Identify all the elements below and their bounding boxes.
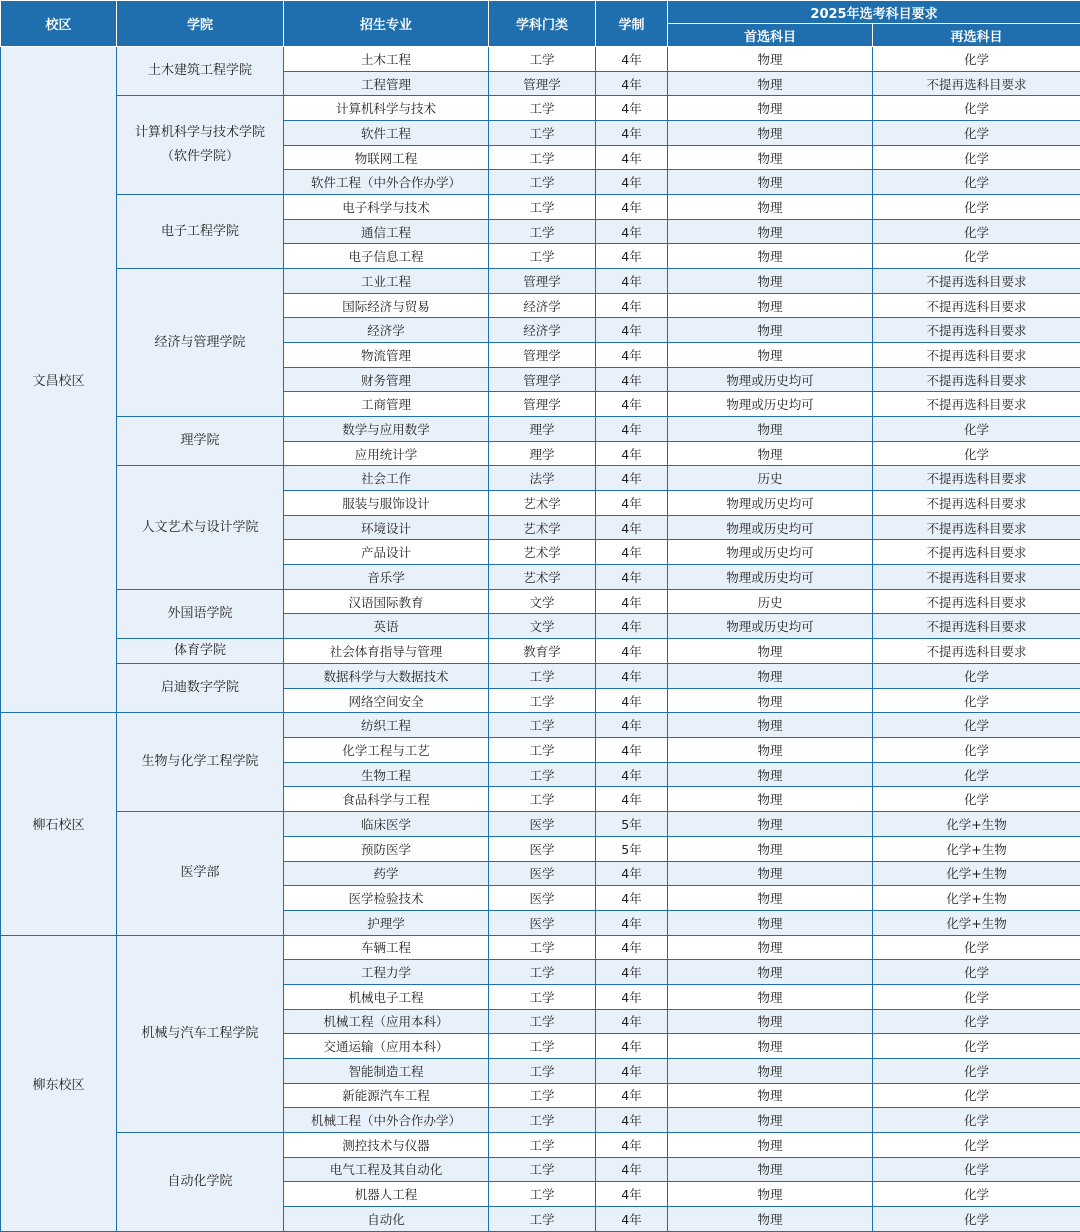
first-subject-cell: 物理	[668, 219, 873, 244]
college-cell: 计算机科学与技术学院 （软件学院）	[117, 96, 284, 195]
duration-cell: 4年	[596, 244, 668, 269]
first-subject-cell: 物理	[668, 1009, 873, 1034]
first-subject-cell: 物理	[668, 1182, 873, 1207]
college-cell: 理学院	[117, 417, 284, 466]
major-cell: 通信工程	[284, 219, 489, 244]
duration-cell: 4年	[596, 1058, 668, 1083]
college-cell: 经济与管理学院	[117, 269, 284, 417]
category-cell: 工学	[489, 195, 596, 220]
duration-cell: 4年	[596, 738, 668, 763]
major-cell: 经济学	[284, 318, 489, 343]
header-campus: 校区	[1, 1, 117, 47]
duration-cell: 4年	[596, 639, 668, 664]
duration-cell: 4年	[596, 1157, 668, 1182]
duration-cell: 4年	[596, 1009, 668, 1034]
second-subject-cell: 不提再选科目要求	[873, 491, 1080, 516]
category-cell: 教育学	[489, 639, 596, 664]
major-cell: 食品科学与工程	[284, 787, 489, 812]
first-subject-cell: 物理	[668, 886, 873, 911]
first-subject-cell: 历史	[668, 589, 873, 614]
first-subject-cell: 物理	[668, 738, 873, 763]
second-subject-cell: 不提再选科目要求	[873, 269, 1080, 294]
duration-cell: 4年	[596, 466, 668, 491]
first-subject-cell: 物理	[668, 441, 873, 466]
major-cell: 环境设计	[284, 515, 489, 540]
category-cell: 工学	[489, 121, 596, 146]
major-cell: 社会工作	[284, 466, 489, 491]
header-duration: 学制	[596, 1, 668, 47]
duration-cell: 4年	[596, 417, 668, 442]
major-cell: 电子科学与技术	[284, 195, 489, 220]
duration-cell: 4年	[596, 540, 668, 565]
category-cell: 工学	[489, 1009, 596, 1034]
table-header	[1, 1, 1080, 47]
major-cell: 医学检验技术	[284, 886, 489, 911]
college-cell: 电子工程学院	[117, 195, 284, 269]
duration-cell: 4年	[596, 787, 668, 812]
first-subject-cell: 物理	[668, 1108, 873, 1133]
major-cell: 数学与应用数学	[284, 417, 489, 442]
duration-cell: 4年	[596, 96, 668, 121]
header-college: 学院	[117, 1, 284, 47]
major-cell: 音乐学	[284, 565, 489, 590]
second-subject-cell: 化学	[873, 441, 1080, 466]
category-cell: 经济学	[489, 318, 596, 343]
second-subject-cell: 化学	[873, 738, 1080, 763]
first-subject-cell: 物理	[668, 170, 873, 195]
first-subject-cell: 物理	[668, 910, 873, 935]
second-subject-cell: 化学	[873, 1157, 1080, 1182]
category-cell: 工学	[489, 1108, 596, 1133]
duration-cell: 4年	[596, 614, 668, 639]
duration-cell: 4年	[596, 664, 668, 689]
first-subject-cell: 物理	[668, 1206, 873, 1231]
second-subject-cell: 不提再选科目要求	[873, 293, 1080, 318]
second-subject-cell: 化学	[873, 960, 1080, 985]
major-cell: 物流管理	[284, 343, 489, 368]
category-cell: 工学	[489, 1157, 596, 1182]
category-cell: 工学	[489, 738, 596, 763]
major-cell: 交通运输（应用本科）	[284, 1034, 489, 1059]
duration-cell: 4年	[596, 910, 668, 935]
second-subject-cell: 化学	[873, 219, 1080, 244]
category-cell: 医学	[489, 812, 596, 837]
second-subject-cell: 化学+生物	[873, 812, 1080, 837]
major-cell: 测控技术与仪器	[284, 1132, 489, 1157]
category-cell: 工学	[489, 1083, 596, 1108]
second-subject-cell: 化学	[873, 1108, 1080, 1133]
major-cell: 生物工程	[284, 762, 489, 787]
duration-cell: 4年	[596, 269, 668, 294]
major-cell: 机械工程（中外合作办学）	[284, 1108, 489, 1133]
first-subject-cell: 物理	[668, 1132, 873, 1157]
second-subject-cell: 化学	[873, 417, 1080, 442]
second-subject-cell: 不提再选科目要求	[873, 515, 1080, 540]
table-row	[1, 664, 1080, 689]
category-cell: 管理学	[489, 367, 596, 392]
major-cell: 软件工程（中外合作办学）	[284, 170, 489, 195]
category-cell: 艺术学	[489, 540, 596, 565]
duration-cell: 4年	[596, 1206, 668, 1231]
major-cell: 英语	[284, 614, 489, 639]
college-cell: 土木建筑工程学院	[117, 47, 284, 96]
major-cell: 机械电子工程	[284, 984, 489, 1009]
table-row	[1, 195, 1080, 220]
category-cell: 管理学	[489, 343, 596, 368]
duration-cell: 4年	[596, 343, 668, 368]
category-cell: 经济学	[489, 293, 596, 318]
first-subject-cell: 物理或历史均可	[668, 565, 873, 590]
major-cell: 工程管理	[284, 71, 489, 96]
major-cell: 工商管理	[284, 392, 489, 417]
major-cell: 自动化	[284, 1206, 489, 1231]
duration-cell: 4年	[596, 688, 668, 713]
major-cell: 数据科学与大数据技术	[284, 664, 489, 689]
major-cell: 机械工程（应用本科）	[284, 1009, 489, 1034]
second-subject-cell: 化学	[873, 244, 1080, 269]
second-subject-cell: 不提再选科目要求	[873, 565, 1080, 590]
second-subject-cell: 化学	[873, 935, 1080, 960]
duration-cell: 4年	[596, 392, 668, 417]
category-cell: 工学	[489, 219, 596, 244]
table-row	[1, 639, 1080, 664]
category-cell: 文学	[489, 614, 596, 639]
college-cell: 自动化学院	[117, 1132, 284, 1231]
major-cell: 应用统计学	[284, 441, 489, 466]
major-cell: 预防医学	[284, 836, 489, 861]
college-cell: 体育学院	[117, 639, 284, 664]
first-subject-cell: 物理	[668, 688, 873, 713]
second-subject-cell: 化学	[873, 170, 1080, 195]
second-subject-cell: 化学	[873, 96, 1080, 121]
duration-cell: 4年	[596, 861, 668, 886]
major-cell: 产品设计	[284, 540, 489, 565]
first-subject-cell: 物理	[668, 1157, 873, 1182]
first-subject-cell: 物理	[668, 664, 873, 689]
first-subject-cell: 物理	[668, 47, 873, 72]
duration-cell: 5年	[596, 836, 668, 861]
category-cell: 工学	[489, 244, 596, 269]
major-cell: 服装与服饰设计	[284, 491, 489, 516]
duration-cell: 4年	[596, 367, 668, 392]
duration-cell: 4年	[596, 515, 668, 540]
college-cell: 医学部	[117, 812, 284, 935]
category-cell: 理学	[489, 417, 596, 442]
category-cell: 工学	[489, 1034, 596, 1059]
major-cell: 物联网工程	[284, 145, 489, 170]
second-subject-cell: 化学+生物	[873, 861, 1080, 886]
first-subject-cell: 物理	[668, 244, 873, 269]
first-subject-cell: 物理	[668, 1034, 873, 1059]
category-cell: 工学	[489, 1206, 596, 1231]
second-subject-cell: 化学	[873, 1206, 1080, 1231]
category-cell: 文学	[489, 589, 596, 614]
category-cell: 工学	[489, 935, 596, 960]
table-row	[1, 1132, 1080, 1157]
second-subject-cell: 化学	[873, 1132, 1080, 1157]
major-cell: 汉语国际教育	[284, 589, 489, 614]
second-subject-cell: 化学	[873, 145, 1080, 170]
duration-cell: 4年	[596, 565, 668, 590]
table-row	[1, 466, 1080, 491]
second-subject-cell: 化学	[873, 47, 1080, 72]
category-cell: 医学	[489, 910, 596, 935]
first-subject-cell: 物理	[668, 343, 873, 368]
category-cell: 工学	[489, 1182, 596, 1207]
category-cell: 工学	[489, 713, 596, 738]
category-cell: 工学	[489, 787, 596, 812]
second-subject-cell: 化学	[873, 1182, 1080, 1207]
first-subject-cell: 物理	[668, 195, 873, 220]
second-subject-cell: 化学	[873, 713, 1080, 738]
first-subject-cell: 物理	[668, 960, 873, 985]
college-cell: 人文艺术与设计学院	[117, 466, 284, 589]
major-cell: 护理学	[284, 910, 489, 935]
second-subject-cell: 不提再选科目要求	[873, 367, 1080, 392]
table-row	[1, 417, 1080, 442]
second-subject-cell: 不提再选科目要求	[873, 318, 1080, 343]
header-second-subject: 再选科目	[873, 24, 1080, 47]
college-cell: 启迪数字学院	[117, 664, 284, 713]
first-subject-cell: 物理或历史均可	[668, 540, 873, 565]
duration-cell: 4年	[596, 441, 668, 466]
table-row	[1, 47, 1080, 72]
second-subject-cell: 化学	[873, 1083, 1080, 1108]
second-subject-cell: 化学+生物	[873, 836, 1080, 861]
category-cell: 工学	[489, 960, 596, 985]
category-cell: 管理学	[489, 71, 596, 96]
first-subject-cell: 物理	[668, 787, 873, 812]
duration-cell: 4年	[596, 762, 668, 787]
category-cell: 理学	[489, 441, 596, 466]
first-subject-cell: 物理或历史均可	[668, 367, 873, 392]
table-row	[1, 812, 1080, 837]
major-cell: 社会体育指导与管理	[284, 639, 489, 664]
table-row	[1, 269, 1080, 294]
duration-cell: 4年	[596, 170, 668, 195]
category-cell: 工学	[489, 688, 596, 713]
first-subject-cell: 物理	[668, 293, 873, 318]
duration-cell: 4年	[596, 713, 668, 738]
second-subject-cell: 化学	[873, 1034, 1080, 1059]
first-subject-cell: 物理或历史均可	[668, 491, 873, 516]
duration-cell: 4年	[596, 886, 668, 911]
first-subject-cell: 物理	[668, 861, 873, 886]
second-subject-cell: 不提再选科目要求	[873, 392, 1080, 417]
duration-cell: 4年	[596, 195, 668, 220]
table-row	[1, 96, 1080, 121]
major-cell: 网络空间安全	[284, 688, 489, 713]
first-subject-cell: 物理或历史均可	[668, 614, 873, 639]
campus-cell: 文昌校区	[1, 47, 117, 713]
second-subject-cell: 化学	[873, 1009, 1080, 1034]
first-subject-cell: 物理	[668, 96, 873, 121]
category-cell: 医学	[489, 861, 596, 886]
category-cell: 医学	[489, 836, 596, 861]
category-cell: 工学	[489, 1058, 596, 1083]
first-subject-cell: 物理	[668, 935, 873, 960]
duration-cell: 4年	[596, 1034, 668, 1059]
category-cell: 工学	[489, 984, 596, 1009]
duration-cell: 4年	[596, 1182, 668, 1207]
table-row	[1, 935, 1080, 960]
major-cell: 国际经济与贸易	[284, 293, 489, 318]
first-subject-cell: 物理	[668, 984, 873, 1009]
category-cell: 艺术学	[489, 491, 596, 516]
first-subject-cell: 物理	[668, 762, 873, 787]
category-cell: 工学	[489, 170, 596, 195]
duration-cell: 4年	[596, 1083, 668, 1108]
major-cell: 机器人工程	[284, 1182, 489, 1207]
category-cell: 管理学	[489, 392, 596, 417]
major-cell: 纺织工程	[284, 713, 489, 738]
first-subject-cell: 物理	[668, 836, 873, 861]
first-subject-cell: 物理或历史均可	[668, 392, 873, 417]
first-subject-cell: 物理	[668, 318, 873, 343]
duration-cell: 4年	[596, 589, 668, 614]
duration-cell: 4年	[596, 121, 668, 146]
second-subject-cell: 不提再选科目要求	[873, 71, 1080, 96]
college-cell: 生物与化学工程学院	[117, 713, 284, 812]
duration-cell: 4年	[596, 71, 668, 96]
second-subject-cell: 不提再选科目要求	[873, 614, 1080, 639]
second-subject-cell: 化学	[873, 121, 1080, 146]
duration-cell: 4年	[596, 219, 668, 244]
duration-cell: 4年	[596, 960, 668, 985]
second-subject-cell: 化学	[873, 984, 1080, 1009]
first-subject-cell: 物理	[668, 145, 873, 170]
category-cell: 工学	[489, 1132, 596, 1157]
category-cell: 法学	[489, 466, 596, 491]
major-cell: 土木工程	[284, 47, 489, 72]
major-cell: 电子信息工程	[284, 244, 489, 269]
second-subject-cell: 不提再选科目要求	[873, 540, 1080, 565]
major-cell: 新能源汽车工程	[284, 1083, 489, 1108]
second-subject-cell: 化学	[873, 762, 1080, 787]
campus-cell: 柳东校区	[1, 935, 117, 1231]
major-cell: 软件工程	[284, 121, 489, 146]
duration-cell: 4年	[596, 293, 668, 318]
first-subject-cell: 物理或历史均可	[668, 515, 873, 540]
first-subject-cell: 物理	[668, 1058, 873, 1083]
category-cell: 工学	[489, 47, 596, 72]
table-row	[1, 713, 1080, 738]
second-subject-cell: 不提再选科目要求	[873, 343, 1080, 368]
duration-cell: 4年	[596, 1108, 668, 1133]
first-subject-cell: 物理	[668, 417, 873, 442]
category-cell: 工学	[489, 145, 596, 170]
header-first-subject: 首选科目	[668, 24, 873, 47]
college-cell: 机械与汽车工程学院	[117, 935, 284, 1132]
duration-cell: 4年	[596, 935, 668, 960]
major-cell: 车辆工程	[284, 935, 489, 960]
table-body	[1, 47, 1080, 1232]
header-major: 招生专业	[284, 1, 489, 47]
major-cell: 化学工程与工艺	[284, 738, 489, 763]
second-subject-cell: 化学	[873, 1058, 1080, 1083]
second-subject-cell: 化学	[873, 195, 1080, 220]
second-subject-cell: 化学	[873, 787, 1080, 812]
duration-cell: 4年	[596, 318, 668, 343]
college-cell: 外国语学院	[117, 589, 284, 638]
campus-cell: 柳石校区	[1, 713, 117, 935]
major-cell: 工业工程	[284, 269, 489, 294]
duration-cell: 4年	[596, 1132, 668, 1157]
second-subject-cell: 化学	[873, 688, 1080, 713]
duration-cell: 4年	[596, 47, 668, 72]
major-cell: 财务管理	[284, 367, 489, 392]
major-cell: 计算机科学与技术	[284, 96, 489, 121]
first-subject-cell: 物理	[668, 639, 873, 664]
category-cell: 艺术学	[489, 565, 596, 590]
first-subject-cell: 物理	[668, 269, 873, 294]
second-subject-cell: 化学	[873, 664, 1080, 689]
category-cell: 工学	[489, 762, 596, 787]
first-subject-cell: 物理	[668, 1083, 873, 1108]
major-cell: 临床医学	[284, 812, 489, 837]
second-subject-cell: 不提再选科目要求	[873, 466, 1080, 491]
category-cell: 艺术学	[489, 515, 596, 540]
first-subject-cell: 物理	[668, 713, 873, 738]
category-cell: 工学	[489, 96, 596, 121]
category-cell: 工学	[489, 664, 596, 689]
duration-cell: 4年	[596, 491, 668, 516]
category-cell: 管理学	[489, 269, 596, 294]
major-cell: 智能制造工程	[284, 1058, 489, 1083]
first-subject-cell: 物理	[668, 71, 873, 96]
duration-cell: 5年	[596, 812, 668, 837]
first-subject-cell: 物理	[668, 121, 873, 146]
duration-cell: 4年	[596, 145, 668, 170]
header-category: 学科门类	[489, 1, 596, 47]
second-subject-cell: 化学+生物	[873, 886, 1080, 911]
first-subject-cell: 历史	[668, 466, 873, 491]
header-requirements: 2025年选考科目要求	[668, 1, 1080, 24]
second-subject-cell: 不提再选科目要求	[873, 639, 1080, 664]
second-subject-cell: 化学+生物	[873, 910, 1080, 935]
major-cell: 工程力学	[284, 960, 489, 985]
duration-cell: 4年	[596, 984, 668, 1009]
second-subject-cell: 不提再选科目要求	[873, 589, 1080, 614]
table-row	[1, 589, 1080, 614]
major-cell: 电气工程及其自动化	[284, 1157, 489, 1182]
category-cell: 医学	[489, 886, 596, 911]
first-subject-cell: 物理	[668, 812, 873, 837]
major-cell: 药学	[284, 861, 489, 886]
